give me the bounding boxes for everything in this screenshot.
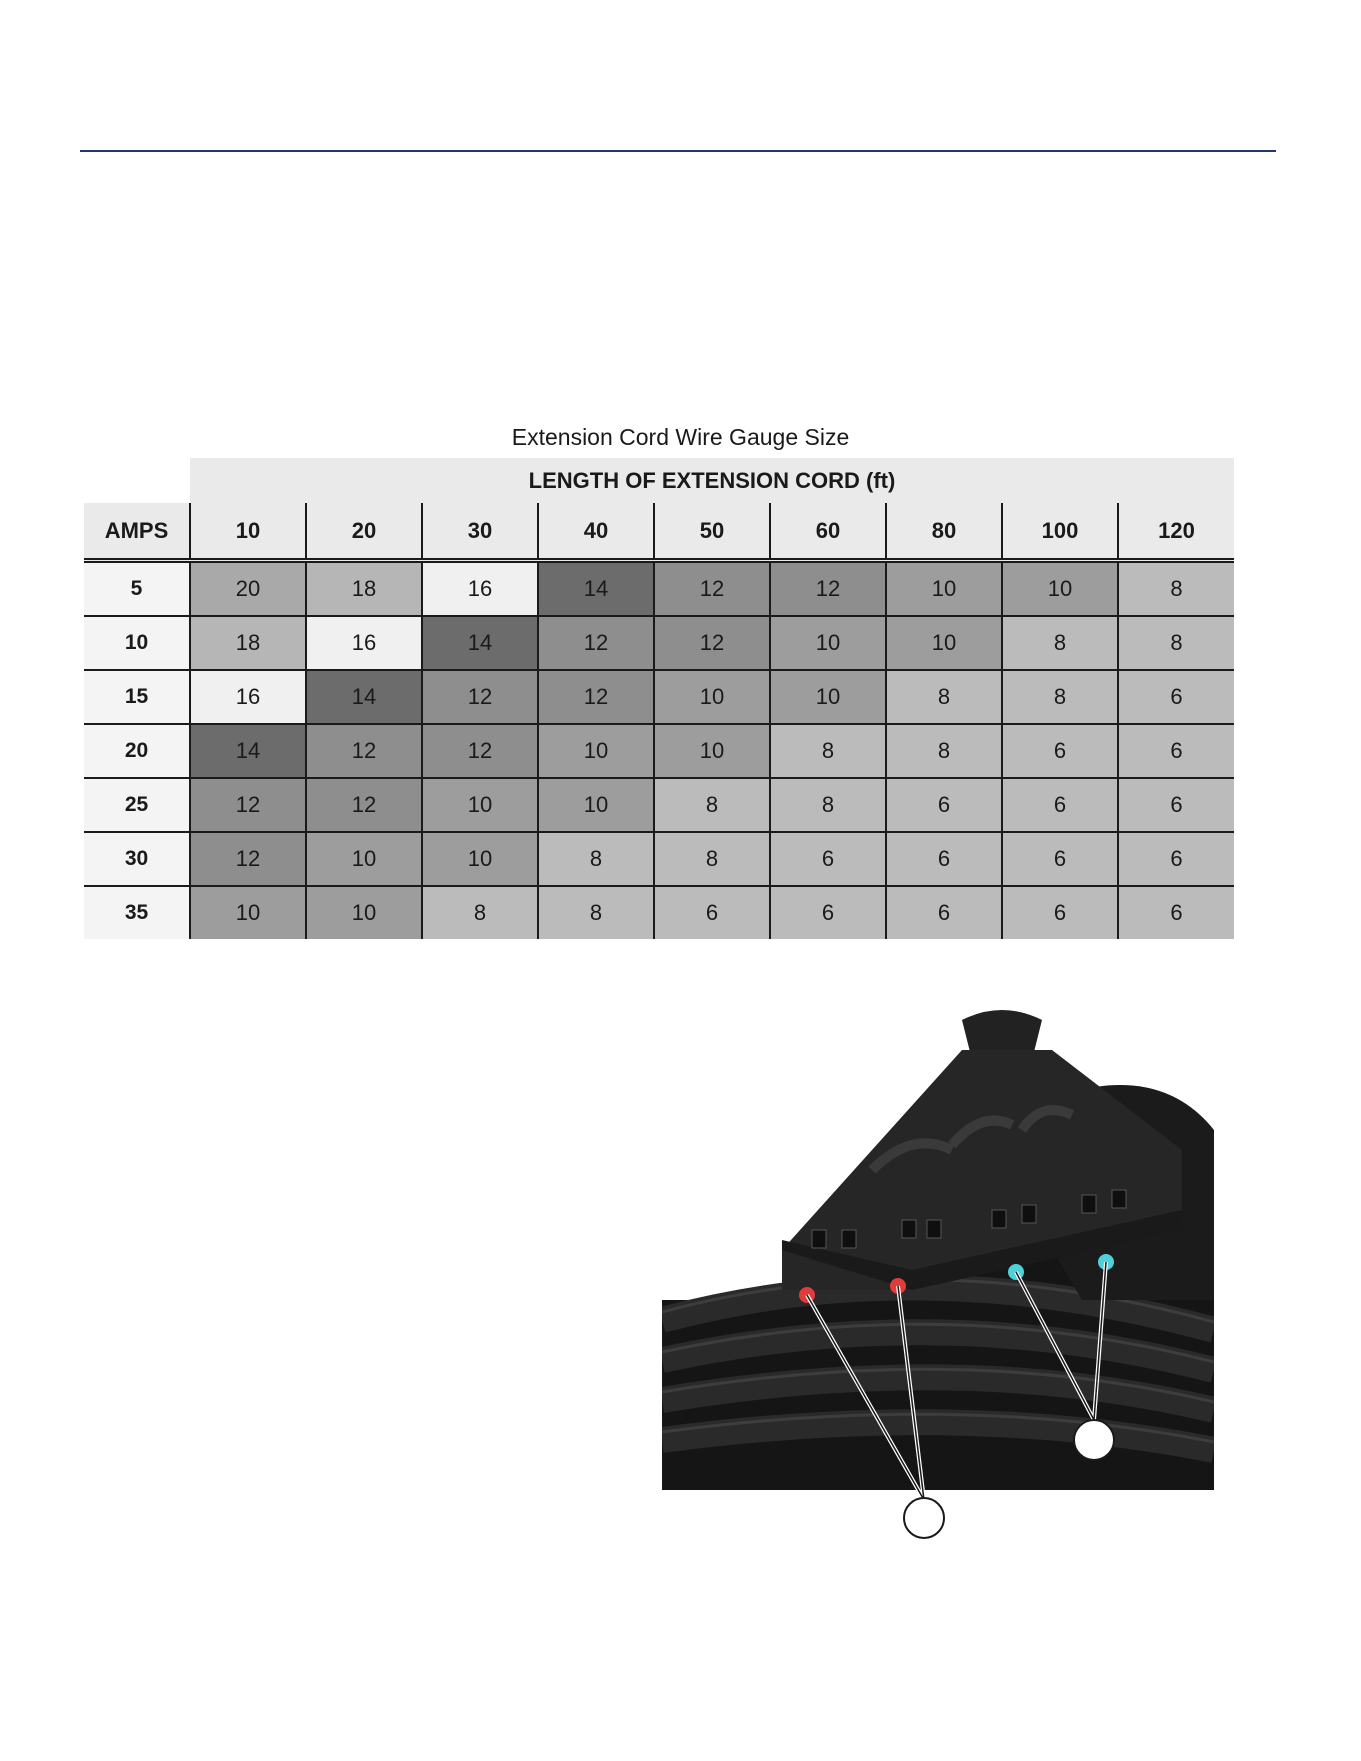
gauge-cell: 20 bbox=[190, 561, 306, 617]
gauge-cell: 8 bbox=[886, 724, 1002, 778]
gauge-cell: 14 bbox=[422, 616, 538, 670]
gauge-table-body bbox=[84, 561, 1234, 940]
gauge-cell: 16 bbox=[422, 561, 538, 617]
gauge-cell: 10 bbox=[886, 561, 1002, 617]
gauge-cell: 8 bbox=[654, 832, 770, 886]
gauge-cell: 10 bbox=[886, 616, 1002, 670]
gauge-cell: 12 bbox=[538, 670, 654, 724]
gauge-cell: 14 bbox=[190, 724, 306, 778]
callout-marker-left bbox=[904, 1498, 944, 1538]
gauge-cell: 6 bbox=[1002, 832, 1118, 886]
table-row bbox=[84, 616, 1234, 670]
gauge-cell: 8 bbox=[538, 886, 654, 939]
table-row bbox=[84, 778, 1234, 832]
gauge-cell: 12 bbox=[306, 724, 422, 778]
amps-cell: 20 bbox=[84, 724, 190, 778]
gauge-cell: 6 bbox=[1118, 670, 1234, 724]
table-row bbox=[84, 670, 1234, 724]
length-header-120: 120 bbox=[1118, 503, 1234, 561]
length-header-30: 30 bbox=[422, 503, 538, 561]
gauge-table bbox=[84, 458, 1234, 939]
gauge-cell: 8 bbox=[1002, 616, 1118, 670]
table-row bbox=[84, 832, 1234, 886]
amps-header: AMPS bbox=[84, 503, 190, 561]
amps-cell: 30 bbox=[84, 832, 190, 886]
gauge-cell: 10 bbox=[654, 724, 770, 778]
gauge-cell: 6 bbox=[886, 886, 1002, 939]
gauge-cell: 14 bbox=[538, 561, 654, 617]
gauge-cell: 6 bbox=[1118, 778, 1234, 832]
gauge-cell: 8 bbox=[422, 886, 538, 939]
gauge-cell: 8 bbox=[770, 724, 886, 778]
length-header-10: 10 bbox=[190, 503, 306, 561]
table-row bbox=[84, 561, 1234, 617]
gauge-cell: 10 bbox=[190, 886, 306, 939]
gauge-cell: 6 bbox=[1118, 724, 1234, 778]
table-title: Extension Cord Wire Gauge Size bbox=[511, 424, 850, 450]
gauge-cell: 10 bbox=[538, 778, 654, 832]
length-header-100: 100 bbox=[1002, 503, 1118, 561]
gauge-cell: 12 bbox=[770, 561, 886, 617]
gauge-cell: 12 bbox=[654, 561, 770, 617]
gauge-cell: 16 bbox=[190, 670, 306, 724]
gauge-cell: 8 bbox=[1118, 561, 1234, 617]
gauge-cell: 6 bbox=[770, 886, 886, 939]
gauge-cell: 18 bbox=[190, 616, 306, 670]
callout-marker-right bbox=[1074, 1420, 1114, 1460]
gauge-cell: 8 bbox=[538, 832, 654, 886]
gauge-cell: 8 bbox=[770, 778, 886, 832]
gauge-table-container bbox=[84, 458, 1234, 939]
gauge-cell: 10 bbox=[306, 832, 422, 886]
gauge-cell: 12 bbox=[190, 832, 306, 886]
amps-cell: 25 bbox=[84, 778, 190, 832]
gauge-cell: 6 bbox=[886, 778, 1002, 832]
amps-cell: 10 bbox=[84, 616, 190, 670]
gauge-cell: 6 bbox=[886, 832, 1002, 886]
gauge-cell: 6 bbox=[1118, 886, 1234, 939]
gauge-cell: 12 bbox=[190, 778, 306, 832]
amps-cell: 15 bbox=[84, 670, 190, 724]
length-header-40: 40 bbox=[538, 503, 654, 561]
length-span-header: LENGTH OF EXTENSION CORD (ft) bbox=[190, 458, 1234, 503]
length-header-50: 50 bbox=[654, 503, 770, 561]
gauge-cell: 8 bbox=[886, 670, 1002, 724]
length-header-20: 20 bbox=[306, 503, 422, 561]
header-rule bbox=[80, 150, 1276, 152]
gauge-cell: 6 bbox=[1002, 778, 1118, 832]
length-header-80: 80 bbox=[886, 503, 1002, 561]
gauge-cell: 10 bbox=[538, 724, 654, 778]
gauge-cell: 10 bbox=[1002, 561, 1118, 617]
length-header-60: 60 bbox=[770, 503, 886, 561]
gauge-cell: 6 bbox=[1118, 832, 1234, 886]
gauge-cell: 18 bbox=[306, 561, 422, 617]
gauge-cell: 6 bbox=[1002, 886, 1118, 939]
table-row bbox=[84, 886, 1234, 939]
amps-cell: 35 bbox=[84, 886, 190, 939]
amps-cell: 5 bbox=[84, 561, 190, 617]
gauge-cell: 10 bbox=[770, 616, 886, 670]
table-row bbox=[84, 724, 1234, 778]
gauge-cell: 10 bbox=[770, 670, 886, 724]
gauge-cell: 12 bbox=[306, 778, 422, 832]
gauge-cell: 8 bbox=[654, 778, 770, 832]
gauge-cell: 6 bbox=[1002, 724, 1118, 778]
gauge-cell: 16 bbox=[306, 616, 422, 670]
gauge-cell: 10 bbox=[654, 670, 770, 724]
extension-cord-photo bbox=[662, 1000, 1214, 1540]
gauge-cell: 12 bbox=[422, 670, 538, 724]
gauge-cell: 14 bbox=[306, 670, 422, 724]
corner-blank bbox=[84, 458, 190, 503]
gauge-cell: 12 bbox=[654, 616, 770, 670]
gauge-cell: 8 bbox=[1002, 670, 1118, 724]
column-header-row bbox=[84, 503, 1234, 561]
gauge-cell: 12 bbox=[538, 616, 654, 670]
gauge-cell: 12 bbox=[422, 724, 538, 778]
gauge-cell: 10 bbox=[422, 778, 538, 832]
gauge-cell: 8 bbox=[1118, 616, 1234, 670]
gauge-cell: 6 bbox=[654, 886, 770, 939]
gauge-cell: 10 bbox=[306, 886, 422, 939]
gauge-cell: 10 bbox=[422, 832, 538, 886]
gauge-cell: 6 bbox=[770, 832, 886, 886]
